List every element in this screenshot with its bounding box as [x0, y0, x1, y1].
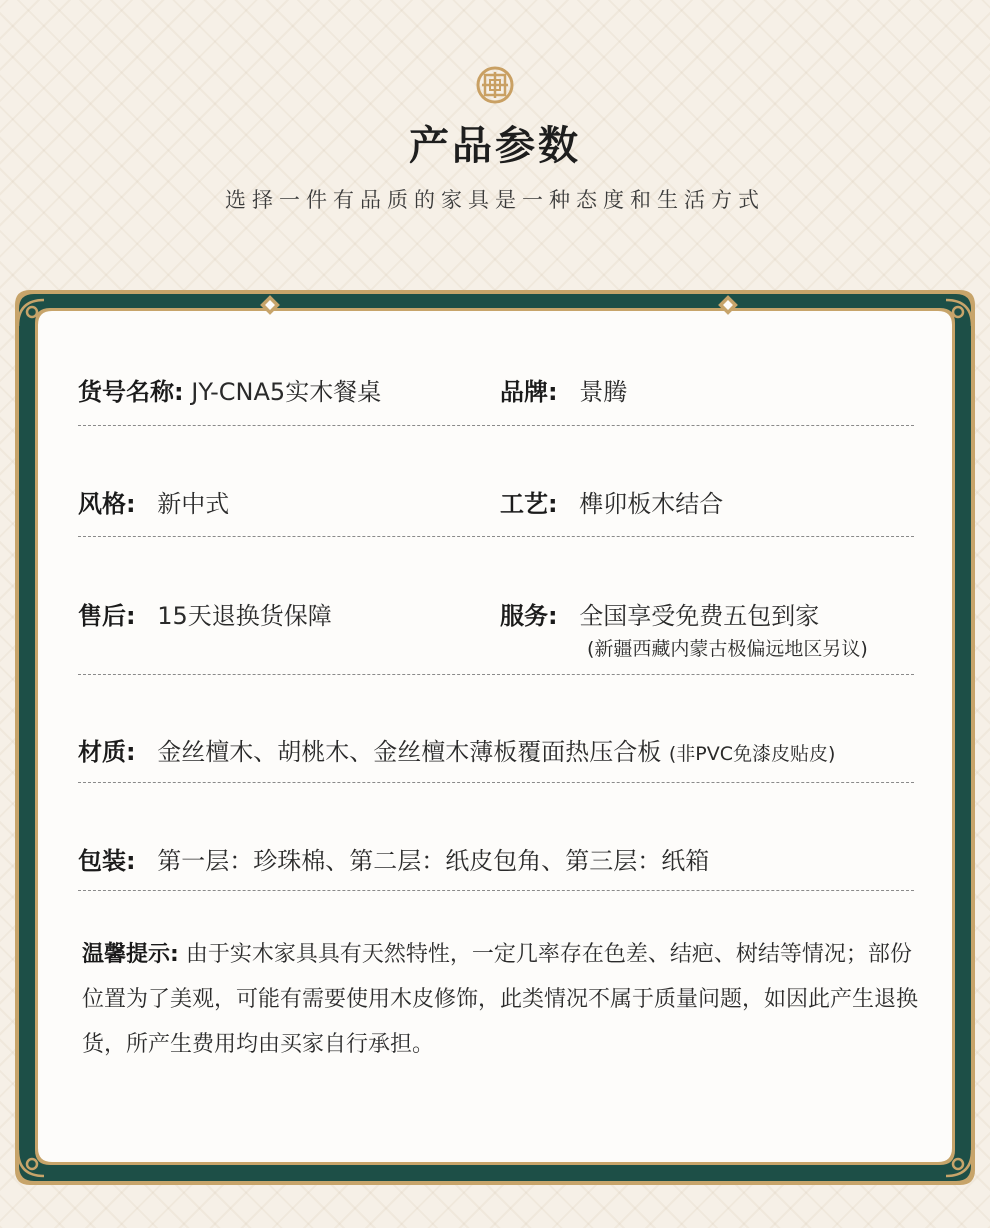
- param-style: [78, 484, 229, 519]
- service-note: (新疆西藏内蒙古极偏远地区另议): [587, 638, 868, 660]
- notice-block: [82, 932, 922, 1067]
- param-material: [78, 732, 835, 767]
- package-value: 第一层：珍珠棉、第二层：纸皮包角、第三层：纸箱: [157, 847, 710, 875]
- divider: [78, 890, 914, 891]
- param-aftersale: [78, 596, 332, 631]
- notice-label: 温馨提示:: [82, 942, 179, 967]
- brand-value: 景腾: [579, 378, 628, 406]
- style-value: 新中式: [157, 490, 230, 518]
- package-label: 包装:: [78, 847, 136, 875]
- model-value: JY-CNA5实木餐桌: [191, 378, 382, 406]
- service-value: 全国享受免费五包到家: [579, 602, 820, 630]
- param-craft: [500, 484, 723, 519]
- page-title: 产品参数: [409, 123, 581, 169]
- aftersale-label: 售后:: [78, 602, 136, 630]
- param-brand: [500, 372, 627, 407]
- page-subtitle: 选择一件有品质的家具是一种态度和生活方式: [225, 188, 765, 212]
- craft-value: 榫卯板木结合: [579, 490, 724, 518]
- model-label: 货号名称:: [78, 378, 184, 406]
- param-model: [78, 372, 381, 407]
- service-label: 服务:: [500, 602, 558, 630]
- notice-text: 由于实木家具具有天然特性，一定几率存在色差、结疤、树结等情况；部份位置为了美观，可能有需要使用木皮修饰，此类情况不属于质量问题，如因此产生退换货，所产生费用均由买家自行承担。: [82, 942, 919, 1057]
- divider: [78, 425, 914, 426]
- material-note: (非PVC免漆皮贴皮): [668, 743, 836, 765]
- param-service: [500, 596, 819, 631]
- style-label: 风格:: [78, 490, 136, 518]
- aftersale-value: 15天退换货保障: [157, 602, 332, 630]
- brand-label: 品牌:: [500, 378, 558, 406]
- divider: [78, 674, 914, 675]
- craft-label: 工艺:: [500, 490, 558, 518]
- material-label: 材质:: [78, 738, 136, 766]
- param-package: [78, 841, 709, 876]
- divider: [78, 782, 914, 783]
- material-value: 金丝檀木、胡桃木、金丝檀木薄板覆面热压合板: [157, 738, 662, 766]
- divider: [78, 536, 914, 537]
